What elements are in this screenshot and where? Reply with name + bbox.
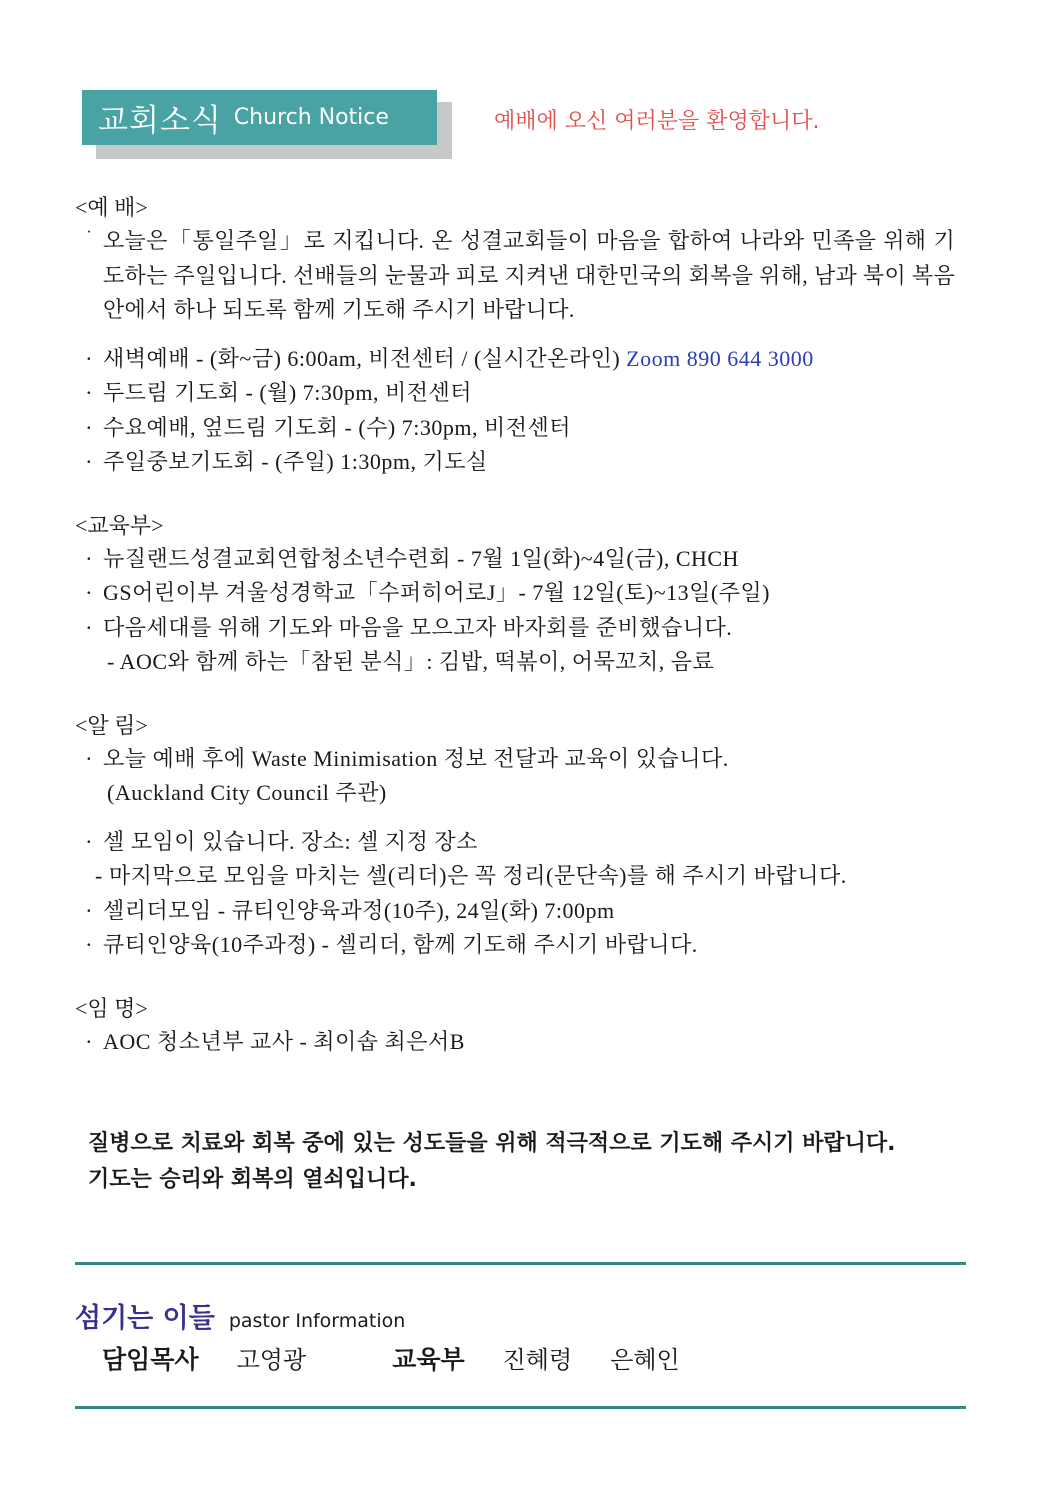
bullet-dot: ·	[85, 745, 93, 771]
education-dept-role: 교육부	[392, 1345, 465, 1374]
waste-notice-sub: (Auckland City Council 주관)	[107, 780, 387, 805]
education-item	[75, 542, 955, 577]
bullet-dot: ·	[85, 614, 93, 640]
bullet-dot: ·	[85, 380, 93, 405]
qt-training-text: 큐티인양육(10주과정) - 셀리더, 함께 기도해 주시기 바랍니다.	[103, 932, 698, 957]
worship-item-monday	[75, 376, 955, 411]
monday-prayer-text: 두드림 기도회 - (월) 7:30pm, 비전센터	[103, 380, 472, 405]
staff-title-english: pastor Information	[228, 1310, 406, 1332]
bullet-dot: ·	[85, 828, 93, 854]
notice-item	[75, 825, 955, 860]
bullet-dot: ·	[85, 580, 93, 605]
bazaar-menu-text: - AOC와 함께 하는「참된 분식」: 김밥, 떡볶이, 어묵꼬치, 음료	[107, 649, 715, 674]
appointment-section-title: <임 명>	[75, 995, 148, 1021]
bullet-dot: ·	[85, 345, 93, 371]
cell-meeting-text: 셀 모임이 있습니다. 장소: 셀 지정 장소	[103, 828, 478, 854]
worship-item-sunday	[75, 445, 955, 480]
worship-intro-text: 오늘은「통일주일」로 지킵니다. 온 성결교회들이 마음을 합하여 나라와 민족을 위해 기도하는 주일입니다. 선배들의 눈물과 피로 지켜낸 대한민국의 회복을 위해, 남과 북이 복음 안에서 하나 되도록 함께 기도해 주시기 바랍니다.	[103, 228, 955, 322]
staff-title-korean: 섬기는 이들	[75, 1303, 215, 1334]
bullet-dot: ·	[85, 1028, 93, 1054]
notices-section-title: <알 림>	[75, 712, 148, 738]
worship-item-wednesday	[75, 411, 955, 446]
bazaar-text: 다음세대를 위해 기도와 마음을 모으고자 바자회를 준비했습니다.	[103, 614, 733, 640]
appointment-text: AOC 청소년부 교사 - 최이솝 최은서B	[103, 1028, 465, 1054]
wednesday-service-text: 수요예배, 엎드림 기도회 - (수) 7:30pm, 비전센터	[103, 414, 571, 440]
waste-notice-text: 오늘 예배 후에 Waste Minimisation 정보 전달과 교육이 있습니다.	[103, 745, 729, 771]
zoom-meeting-id: Zoom 890 644 3000	[626, 345, 814, 371]
education-staff-name-2: 은혜인	[610, 1348, 680, 1374]
notice-content	[75, 192, 955, 1089]
notice-item	[75, 894, 955, 929]
header-title-korean: 교회소식	[98, 103, 222, 139]
cell-leader-meeting-text: 셀리더모임 - 큐티인양육과정(10주), 24일(화) 7:00pm	[103, 897, 615, 923]
bullet-dot: ·	[85, 545, 93, 571]
bullet-dot: ·	[85, 414, 93, 440]
education-item	[75, 611, 955, 646]
bullet-dot: ·	[85, 449, 93, 474]
header-banner	[82, 90, 437, 145]
education-section-title: <교육부>	[75, 512, 164, 538]
education-item	[75, 576, 955, 611]
youth-retreat-text: 뉴질랜드성결교회연합청소년수련회 - 7월 1일(화)~4일(금), CHCH	[103, 545, 739, 571]
senior-pastor-name: 고영광	[236, 1348, 307, 1374]
notice-item	[75, 928, 955, 963]
bullet-dot: ·	[86, 224, 92, 241]
sunday-prayer-text: 주일중보기도회 - (주일) 1:30pm, 기도실	[103, 449, 488, 474]
notice-item	[75, 742, 955, 777]
footer-top-divider	[75, 1262, 966, 1265]
cell-meeting-sub: - 마지막으로 모임을 마치는 셀(리더)은 꼭 정리(문단속)를 해 주시기 바랍니다.	[95, 863, 847, 888]
footer-bottom-divider	[75, 1406, 966, 1409]
staff-heading	[75, 1296, 405, 1335]
worship-intro-item	[75, 224, 955, 328]
worship-section-title: <예 배>	[75, 195, 148, 220]
staff-list	[102, 1340, 680, 1376]
senior-pastor-role: 담임목사	[102, 1345, 199, 1374]
dawn-service-text: 새벽예배 - (화~금) 6:00am, 비전센터 / (실시간온라인)	[103, 345, 621, 371]
closing-line-2: 기도는 승리와 회복의 열쇠입니다.	[88, 1167, 417, 1192]
education-section	[75, 510, 955, 680]
closing-line-1: 질병으로 치료와 회복 중에 있는 성도들을 위해 적극적으로 기도해 주시기 바랍니다.	[88, 1131, 896, 1156]
bullet-dot: ·	[85, 897, 93, 923]
bullet-dot: ·	[85, 932, 93, 957]
closing-prayer-request	[88, 1126, 896, 1198]
worship-section	[75, 192, 955, 480]
education-staff-name-1: 진혜령	[502, 1348, 573, 1374]
worship-item-dawn	[75, 342, 955, 377]
appointment-item	[75, 1025, 955, 1060]
bible-school-text: GS어린이부 겨울성경학교「수퍼히어로J」- 7월 12일(토)~13일(주일)	[103, 580, 771, 605]
appointment-section	[75, 993, 955, 1060]
header-title-english: Church Notice	[233, 105, 389, 130]
welcome-message: 예배에 오신 여러분을 환영합니다.	[494, 109, 820, 134]
notices-section	[75, 710, 955, 963]
